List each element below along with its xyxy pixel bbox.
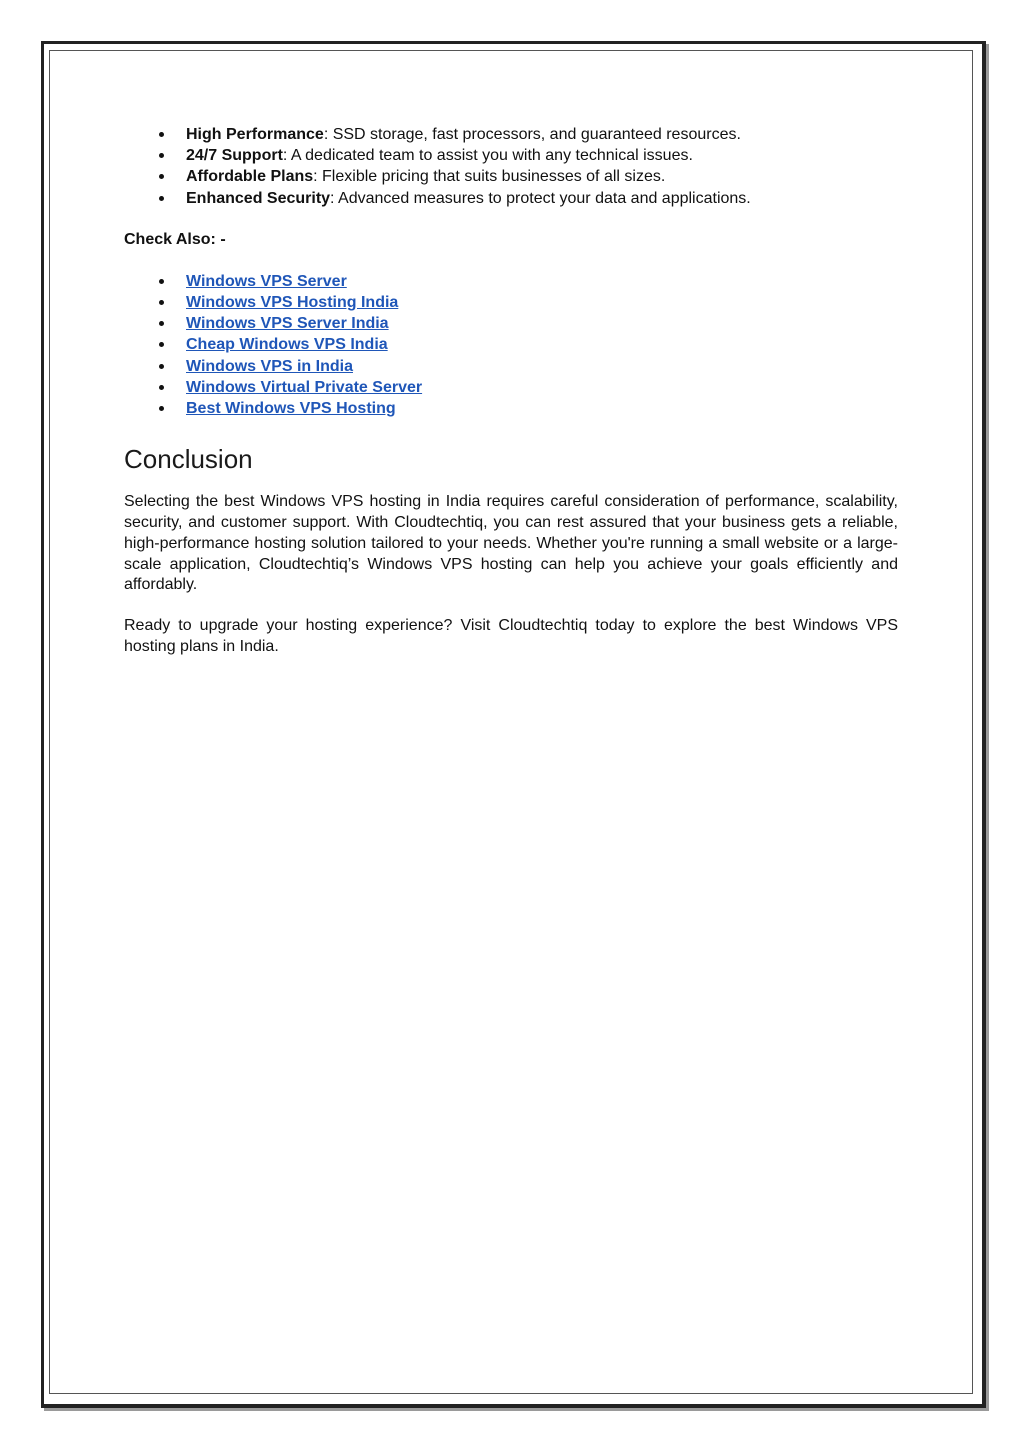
link-windows-virtual-private-server[interactable]: Windows Virtual Private Server	[186, 378, 423, 396]
feature-desc: : SSD storage, fast processors, and guaranteed resources.	[323, 126, 741, 143]
feature-term: Affordable Plans	[186, 168, 314, 186]
related-link-item	[124, 356, 898, 377]
feature-desc: : Flexible pricing that suits businesses of all sizes.	[313, 168, 666, 186]
related-links-list	[124, 271, 898, 419]
link-windows-vps-server-india[interactable]: Windows VPS Server India	[186, 315, 389, 333]
feature-item	[124, 124, 898, 145]
feature-item	[124, 166, 898, 187]
conclusion-paragraph: Selecting the best Windows VPS hosting in India requires careful consideration of performance, scalability, security, and customer support. With Cloudtechtiq, you can rest assured that your business gets a reliable, high-performance hosting solution tailored to your needs. Whether you're running a small website or a large-scale application, Cloudtechtiq’s Windows VPS hosting can help you achieve your goals efficiently and affordably.	[124, 493, 898, 594]
link-best-windows-vps-hosting[interactable]: Best Windows VPS Hosting	[186, 400, 396, 418]
conclusion-heading: Conclusion	[124, 444, 253, 475]
related-link-item	[124, 313, 898, 334]
link-cheap-windows-vps-india[interactable]: Cheap Windows VPS India	[186, 336, 388, 354]
feature-term: 24/7 Support	[186, 147, 283, 165]
feature-desc: : A dedicated team to assist you with any technical issues.	[282, 147, 693, 165]
feature-item	[124, 188, 898, 209]
related-link-item	[124, 271, 898, 292]
check-also-label: Check Also: -	[124, 230, 226, 248]
cta-paragraph: Ready to upgrade your hosting experience? Visit Cloudtechtiq today to explore the best Windows VPS hosting plans in India.	[124, 617, 898, 656]
feature-term: High Performance	[186, 126, 324, 143]
feature-term: Enhanced Security	[186, 189, 331, 207]
link-windows-vps-hosting-india[interactable]: Windows VPS Hosting India	[186, 294, 399, 312]
feature-list	[124, 124, 898, 209]
link-windows-vps-server[interactable]: Windows VPS Server	[186, 272, 347, 290]
document-content	[124, 124, 898, 658]
link-windows-vps-in-india[interactable]: Windows VPS in India	[186, 357, 353, 375]
related-link-item	[124, 377, 898, 398]
feature-item	[124, 145, 898, 166]
related-link-item	[124, 292, 898, 313]
feature-desc: : Advanced measures to protect your data and applications.	[330, 189, 751, 207]
related-link-item	[124, 334, 898, 355]
related-link-item	[124, 398, 898, 419]
